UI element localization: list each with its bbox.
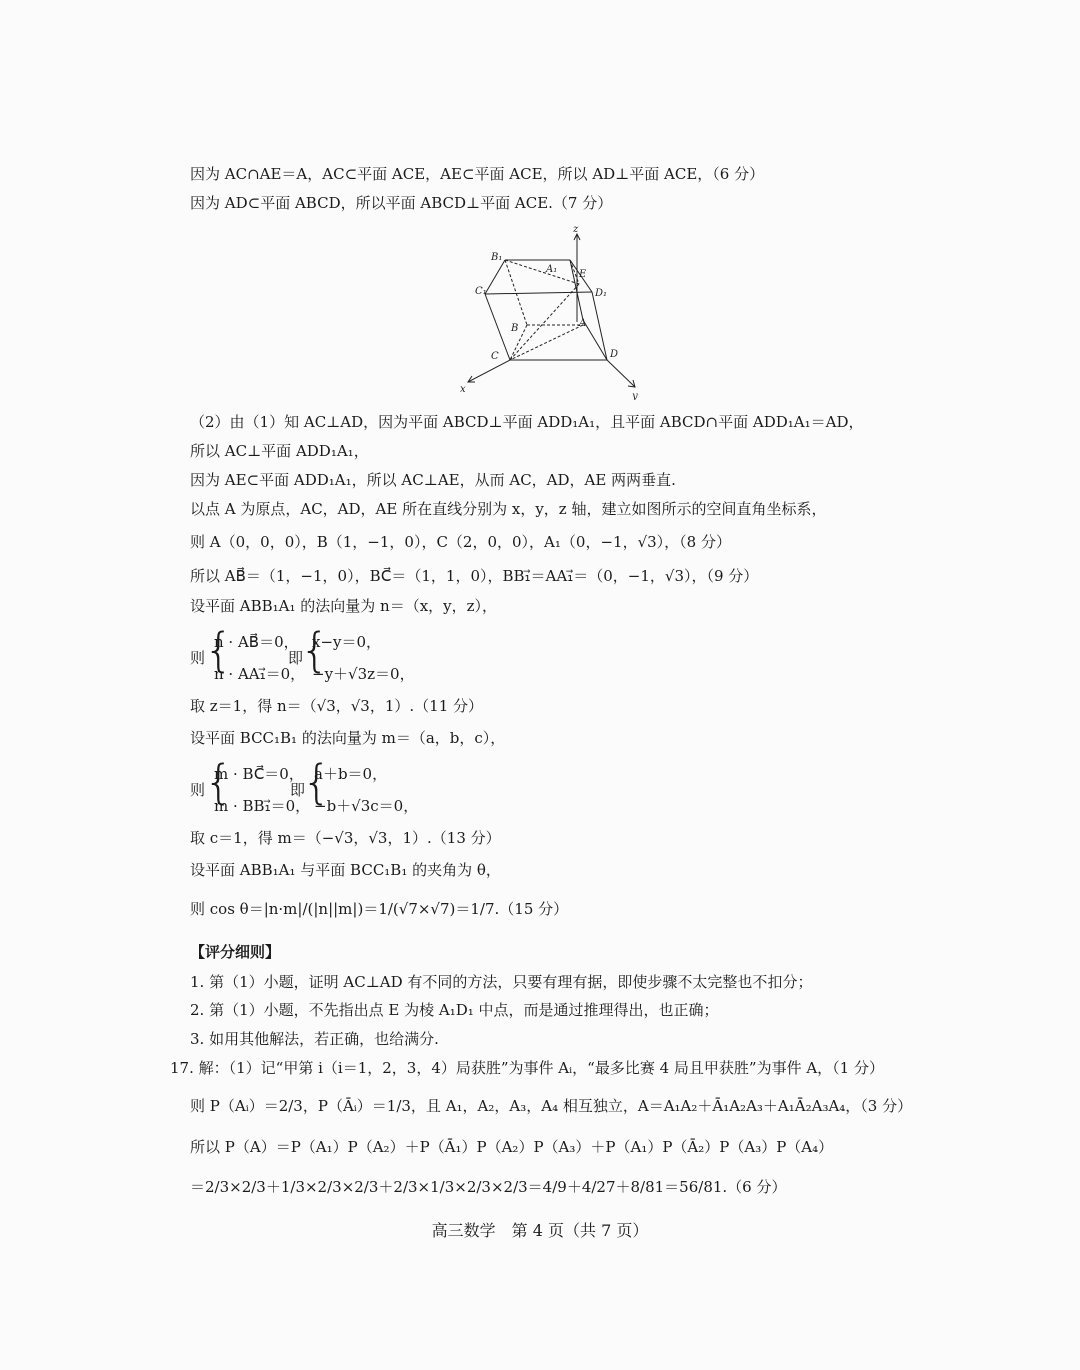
label-D1: D₁ — [595, 288, 608, 299]
text-line: 以点 A 为原点，AC，AD，AE 所在直线分别为 x，y，z 轴，建立如图所示的空间直角坐标系， — [190, 500, 827, 518]
label-A1: A₁ — [546, 264, 558, 275]
text-line: 设平面 ABB₁A₁ 的法向量为 n＝（x，y，z）， — [190, 597, 498, 615]
text-line: 17. 解：（1）记“甲第 i（i＝1，2，3，4）局获胜”为事件 Aᵢ，“最多比赛 4 局且甲获胜”为事件 A，（1 分） — [170, 1059, 884, 1077]
system-row: −y＋√3z＝0， — [312, 665, 415, 683]
text-line: 2. 第（1）小题，不先指出点 E 为棱 A₁D₁ 中点，而是通过推理得出，也正确； — [190, 1001, 719, 1019]
brace: { — [302, 755, 332, 809]
section-heading: 【评分细则】 — [190, 943, 281, 961]
label-E: E — [579, 269, 587, 280]
system-row: n · AB⃗＝0， — [214, 633, 299, 651]
text-line: ＝2/3×2/3＋1/3×2/3×2/3＋2/3×1/3×2/3×2/3＝4/9＋4/27＋8/81＝56/81.（6 分） — [190, 1178, 787, 1196]
label-B1: B₁ — [491, 252, 503, 263]
text-line: 则 P（Aᵢ）＝2/3，P（Āᵢ）＝1/3，且 A₁，A₂，A₃，A₄ 相互独立，A＝A₁A₂＋Ā₁A₂A₃＋A₁Ā₂A₃A₄，（3 分） — [190, 1097, 913, 1115]
text-line: （2）由（1）知 AC⊥AD，因为平面 ABCD⊥平面 ADD₁A₁，且平面 ABCD∩平面 ADD₁A₁＝AD， — [190, 413, 864, 431]
system-row: −b＋√3c＝0， — [314, 797, 419, 815]
equation-system — [190, 623, 490, 686]
system-row: x−y＝0， — [312, 633, 382, 651]
system-mid: 即 — [288, 649, 304, 667]
text-line: 因为 AD⊂平面 ABCD，所以平面 ABCD⊥平面 ACE.（7 分） — [190, 194, 613, 212]
label-D: D — [610, 349, 619, 360]
text-line: 所以 P（A）＝P（A₁）P（A₂）＋P（Ā₁）P（A₂）P（A₃）＋P（A₁）P（Ā₂）P（A₃）P（A₄） — [190, 1138, 834, 1156]
label-z: z — [573, 224, 579, 235]
label-C: C — [491, 351, 499, 362]
text-line: 设平面 ABB₁A₁ 与平面 BCC₁B₁ 的夹角为 θ， — [190, 861, 501, 879]
system-prefix: 则 — [190, 649, 206, 667]
text-line: 因为 AC∩AE＝A，AC⊂平面 ACE，AE⊂平面 ACE，所以 AD⊥平面 ACE，（6 分） — [190, 165, 765, 183]
system-row: a＋b＝0， — [314, 765, 388, 783]
prism-figure — [455, 222, 645, 400]
label-A: A — [579, 318, 587, 329]
text-line: 3. 如用其他解法，若正确，也给满分. — [190, 1030, 439, 1048]
equation-system — [190, 755, 490, 818]
system-row: m · BB₁⃗＝0， — [214, 797, 311, 815]
text-line: 设平面 BCC₁B₁ 的法向量为 m＝（a，b，c）， — [190, 729, 506, 747]
text-line: 因为 AE⊂平面 ADD₁A₁，所以 AC⊥AE，从而 AC，AD，AE 两两垂直. — [190, 471, 676, 489]
system-row: n · AA₁⃗＝0， — [214, 665, 306, 683]
label-B: B — [511, 323, 519, 334]
brace: { — [204, 755, 234, 809]
label-C1: C₁ — [475, 286, 487, 297]
label-y: y — [632, 391, 638, 400]
system-row: m · BC⃗＝0， — [214, 765, 304, 783]
system-prefix: 则 — [190, 781, 206, 799]
system-mid: 即 — [290, 781, 306, 799]
brace: { — [300, 623, 330, 677]
page-footer: 高三数学 第 4 页（共 7 页） — [431, 1221, 649, 1240]
text-line: 取 c＝1，得 m＝（−√3，√3，1）.（13 分） — [190, 829, 501, 847]
text-line: 1. 第（1）小题，证明 AC⊥AD 有不同的方法，只要有理有据，即使步骤不太完整也不扣分； — [190, 973, 813, 991]
label-x: x — [460, 384, 466, 395]
text-line: 则 cos θ＝|n·m|/(|n||m|)＝1/(√7×√7)＝1/7.（15 分） — [190, 900, 569, 918]
brace: { — [204, 623, 234, 677]
text-line: 取 z＝1，得 n＝（√3，√3，1）.（11 分） — [190, 697, 484, 715]
text-line: 则 A（0，0，0），B（1，−1，0），C（2，0，0），A₁（0，−1，√3），（8 分） — [190, 533, 731, 551]
text-line: 所以 AC⊥平面 ADD₁A₁， — [190, 442, 369, 460]
text-line: 所以 AB⃗＝（1，−1，0），BC⃗＝（1，1，0），BB₁⃗＝AA₁⃗＝（0，−1，√3），（9 分） — [190, 567, 759, 585]
